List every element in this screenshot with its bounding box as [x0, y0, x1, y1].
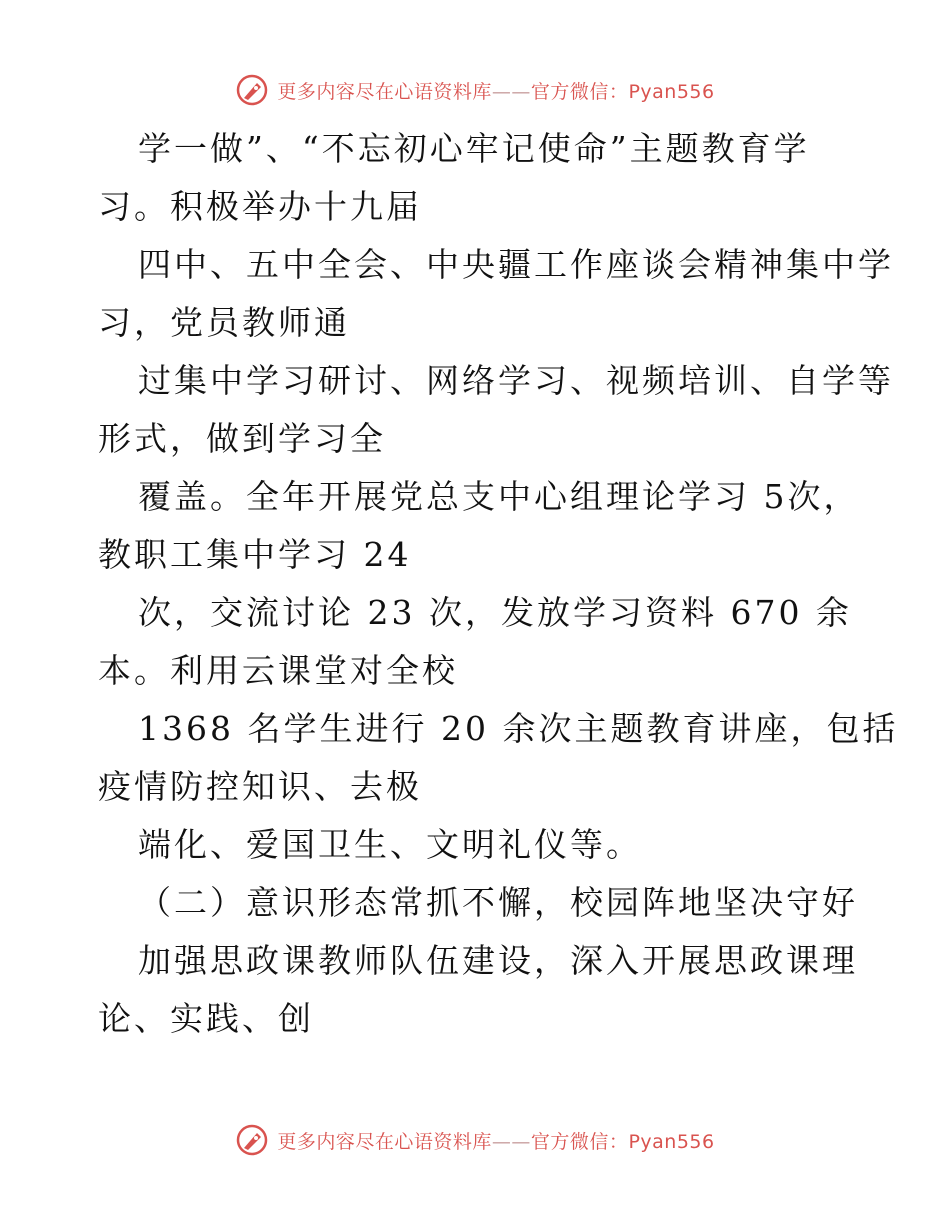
section-heading: （二）意识形态常抓不懈，校园阵地坚决守好: [138, 883, 858, 922]
text-line: 形式，做到学习全: [98, 419, 386, 458]
text-line: 四中、五中全会、中央疆工作座谈会精神集中学: [138, 245, 894, 284]
wechat-label: 官方微信：: [530, 80, 629, 103]
text-line: 学一做”、“不忘初心牢记使命”主题教育学: [138, 129, 810, 168]
text-line: 习。积极举办十九届: [98, 187, 422, 226]
banner-text: [277, 1127, 714, 1154]
pen-nib-logo-icon: [235, 1123, 269, 1157]
banner-text: [277, 77, 714, 104]
text-line: 端化、爱国卫生、文明礼仪等。: [138, 825, 642, 864]
text-line: 本。利用云课堂对全校: [98, 651, 458, 690]
text-line: 习，党员教师通: [98, 303, 350, 342]
pen-nib-logo-icon: [235, 73, 269, 107]
banner-separator: ——: [491, 80, 531, 103]
text-line: 教职工集中学习 24: [98, 535, 412, 574]
banner-title: 更多内容尽在心语资料库: [277, 1130, 492, 1153]
wechat-label: 官方微信：: [530, 1130, 629, 1153]
banner-title: 更多内容尽在心语资料库: [277, 80, 492, 103]
text-line: 疫情防控知识、去极: [98, 767, 422, 806]
text-line: 过集中学习研讨、网络学习、视频培训、自学等: [138, 361, 894, 400]
text-line: 次，交流讨论 23 次，发放学习资料 670 余: [138, 593, 852, 632]
header-banner: [0, 70, 950, 110]
text-line: 覆盖。全年开展党总支中心组理论学习 5次，: [138, 477, 860, 516]
text-line: 加强思政课教师队伍建设，深入开展思政课理: [138, 941, 858, 980]
document-body: [98, 120, 899, 1048]
wechat-id: Pyan556: [628, 1130, 715, 1153]
text-line: 1368 名学生进行 20 余次主题教育讲座，包括: [138, 709, 899, 748]
wechat-id: Pyan556: [628, 80, 715, 103]
text-line: 论、实践、创: [98, 999, 314, 1038]
footer-banner: [0, 1120, 950, 1160]
banner-separator: ——: [491, 1130, 531, 1153]
